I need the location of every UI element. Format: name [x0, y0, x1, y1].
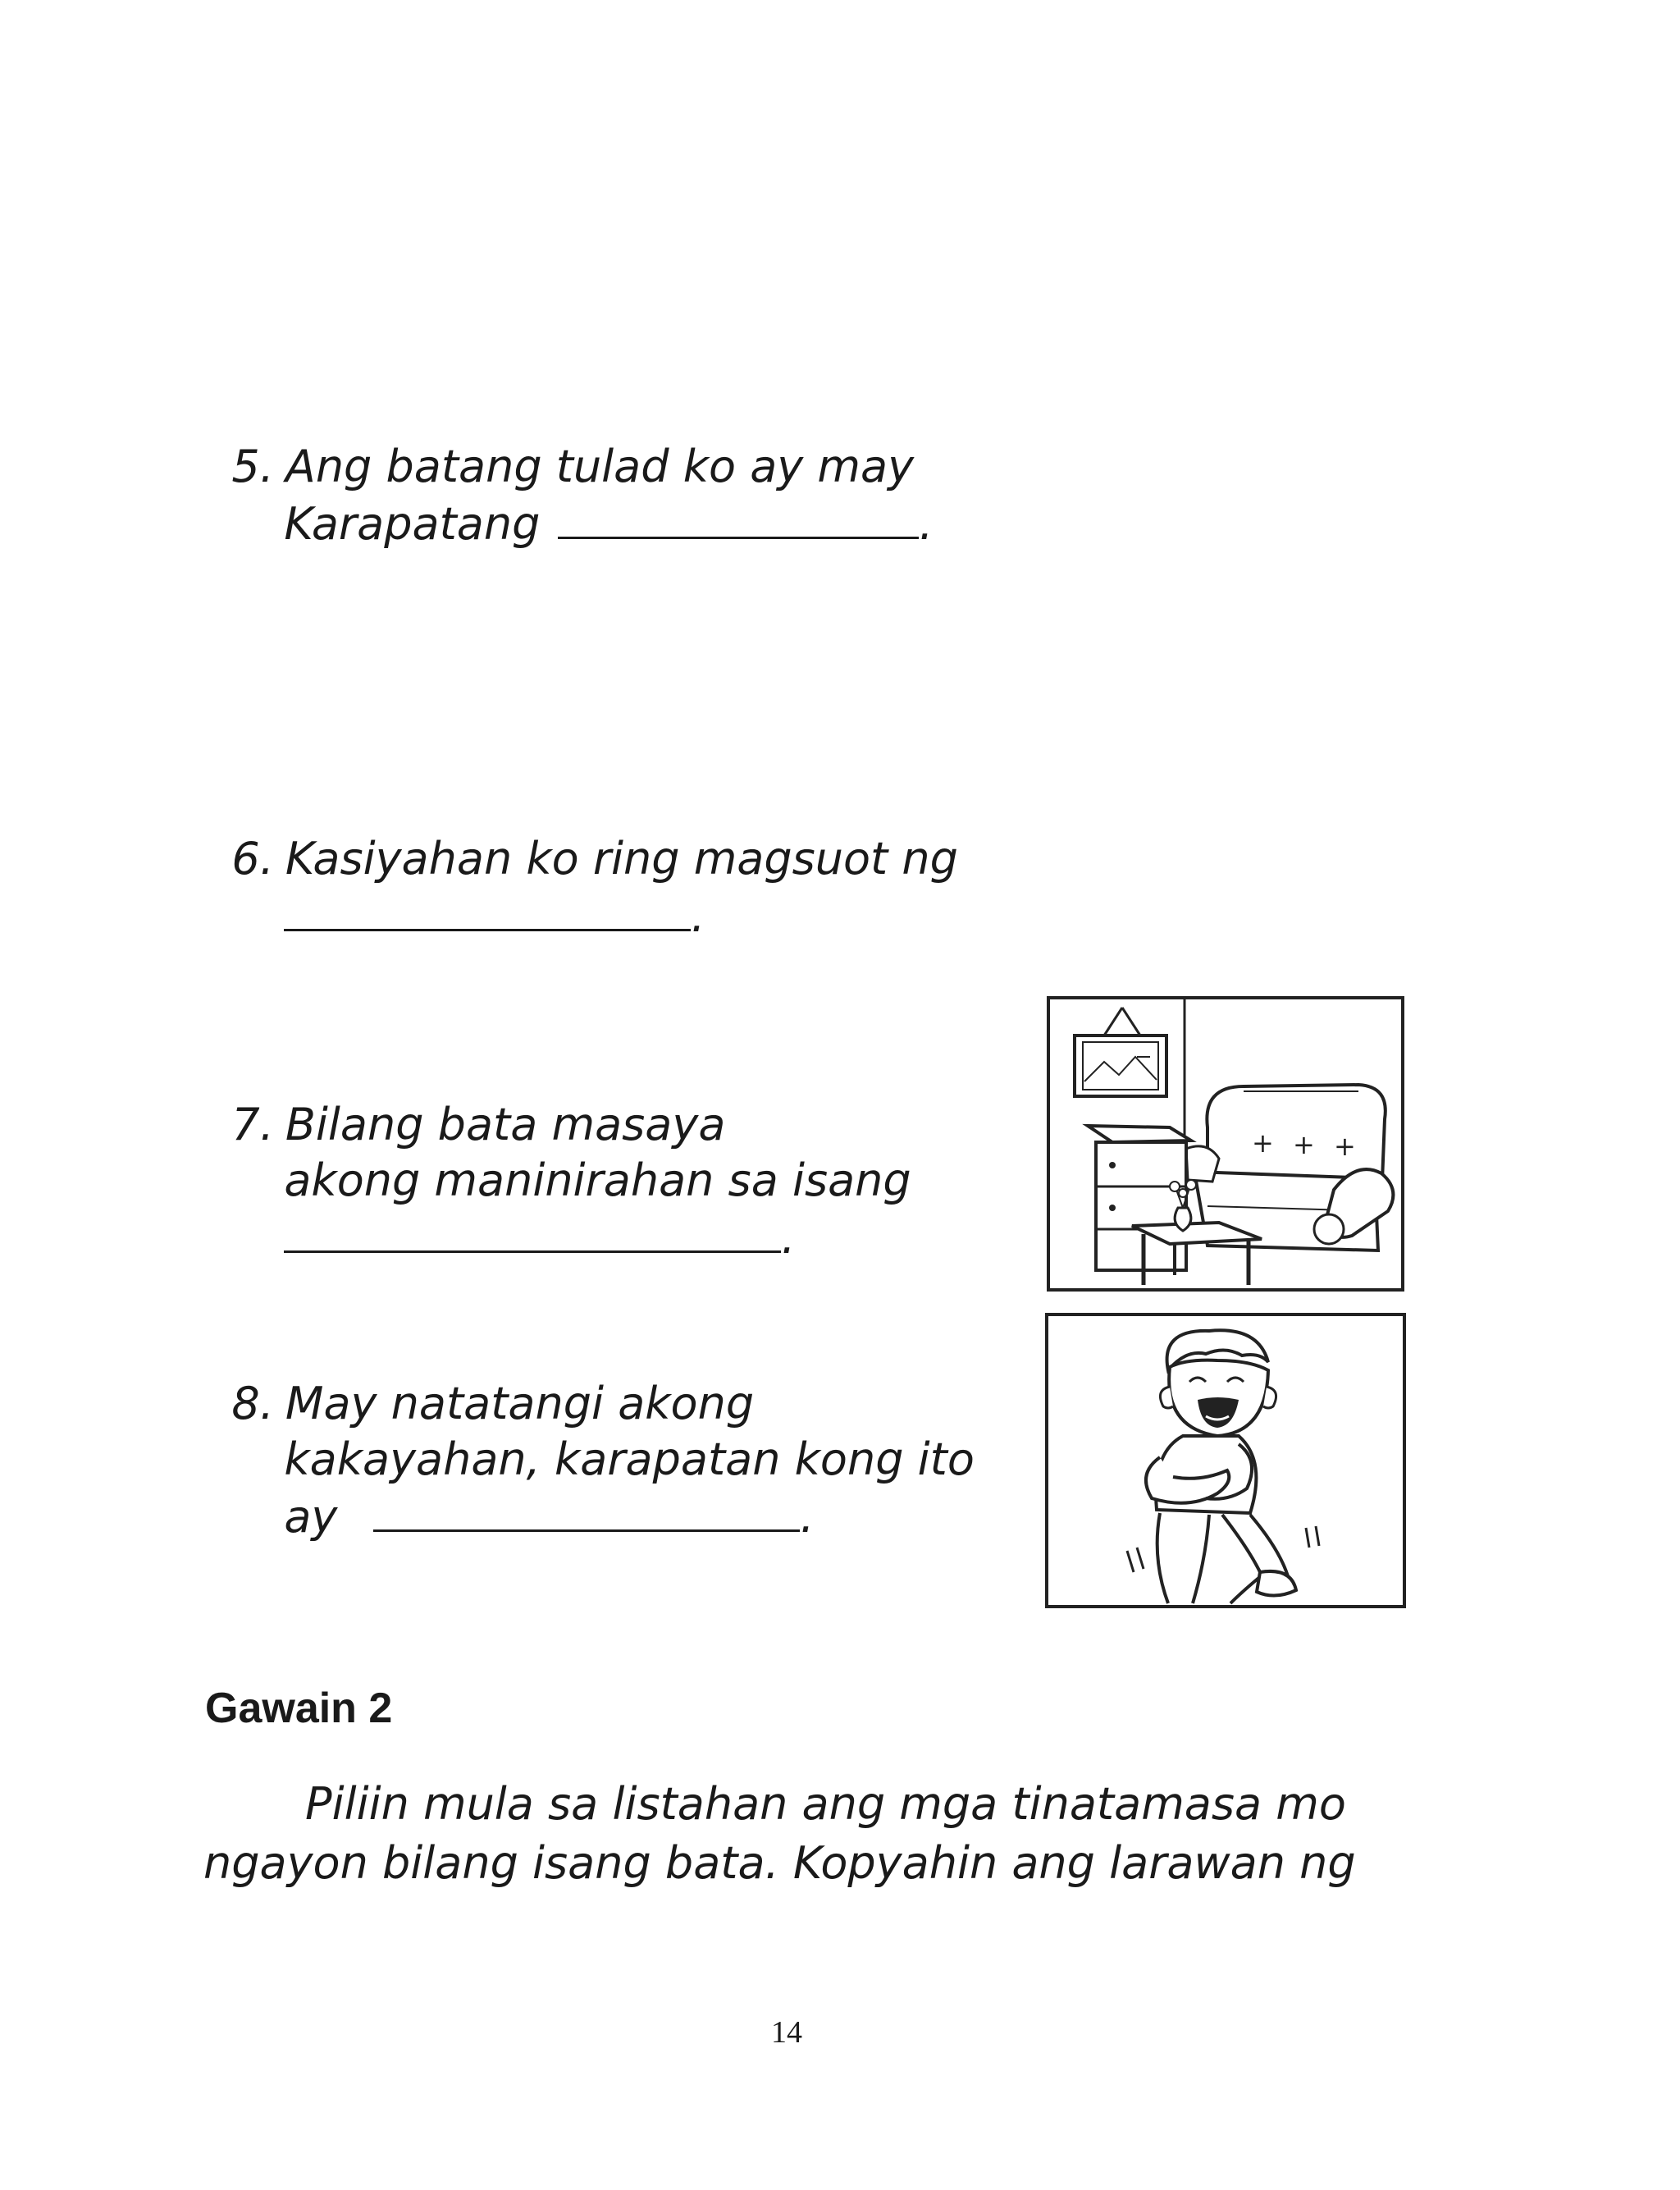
svg-text:+: +	[1293, 1129, 1315, 1160]
item-5-text-2: Karapatang	[284, 498, 541, 550]
item-7-line-3	[256, 1170, 796, 1264]
item-8-text-2: kakayahan, karapatan kong ito	[284, 1433, 975, 1485]
item-6-end-mark: .	[691, 890, 705, 942]
item-8-text-3: ay	[284, 1491, 338, 1543]
item-7-end-mark: .	[781, 1212, 796, 1264]
item-8-end-mark: .	[800, 1491, 815, 1543]
item-6-answer-blank[interactable]	[284, 893, 691, 931]
item-5-text-1: Ang batang tulad ko ay may	[285, 441, 915, 492]
item-8-answer-blank[interactable]	[373, 1493, 800, 1532]
item-5-number: 5.	[231, 441, 274, 492]
item-5-line-2	[256, 456, 934, 550]
item-8-line-3	[256, 1449, 815, 1543]
item-5-end-mark: .	[919, 498, 934, 550]
item-6-line-2	[256, 848, 705, 942]
instruction-line-2: ngayon bilang isang bata. Kopyahin ang larawan ng	[203, 1837, 1356, 1889]
item-5-answer-blank[interactable]	[558, 501, 919, 539]
item-7-text-1: Bilang bata masaya	[285, 1099, 726, 1150]
item-6-number: 6.	[231, 833, 274, 885]
item-7-text-2: akong maninirahan sa isang	[284, 1154, 911, 1206]
item-8-number: 8.	[231, 1378, 274, 1429]
page-number: 14	[771, 2015, 802, 2050]
item-7-answer-blank[interactable]	[284, 1214, 781, 1253]
svg-text:+: +	[1334, 1131, 1356, 1162]
item-8-text-1: May natatangi akong	[285, 1378, 755, 1429]
laughing-boy-icon	[1045, 1313, 1406, 1608]
svg-text:+: +	[1252, 1127, 1274, 1159]
section-title: Gawain 2	[205, 1685, 393, 1732]
living-room-sofa-icon	[1047, 996, 1404, 1292]
item-6-text-1: Kasiyahan ko ring magsuot ng	[285, 833, 958, 885]
instruction-line-1: Piliin mula sa listahan ang mga tinatamasa mo	[305, 1778, 1346, 1830]
item-7-number: 7.	[231, 1099, 274, 1150]
